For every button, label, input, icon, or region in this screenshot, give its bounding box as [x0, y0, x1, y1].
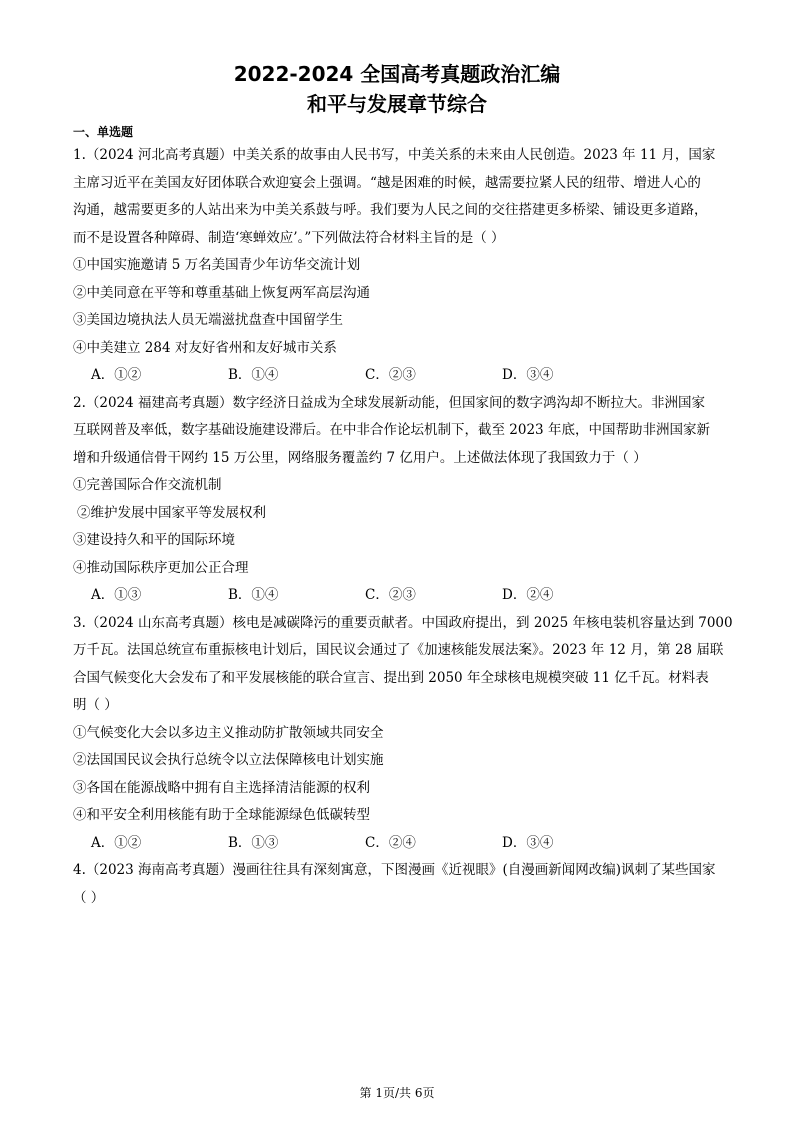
choice-a: A．①③ — [91, 587, 142, 603]
question-1 — [73, 142, 723, 390]
question-3-line-3: 合国气候变化大会发布了和平发展核能的联合宣言、提出到 2050 年全球核电规模突破 11 亿千瓦。材料表 — [73, 669, 709, 686]
question-2-line-2: 互联网普及率低，数字基础设施建设滞后。在中非合作论坛机制下，截至 2023 年底，中国帮助非洲国家新 — [73, 422, 710, 438]
choice-b: B．①④ — [228, 587, 279, 603]
question-1-line-2: 主席习近平在美国友好团体联合欢迎宴会上强调。“越是困难的时候，越需要拉紧人民的纽带、增进人心的 — [73, 174, 701, 191]
question-1-statement-4: ④中美建立 284 对友好省州和友好城市关系 — [73, 339, 337, 356]
choice-d: D．③④ — [502, 834, 554, 851]
question-2-statement-3: ③建设持久和平的国际环境 — [73, 532, 235, 548]
question-1-line-4: 而不是设置各种障碍、制造‘寒蝉效应’。”下列做法符合材料主旨的是（ ） — [73, 229, 505, 246]
question-3-line-1: 3.（2024 山东高考真题）核电是减碳降污的重要贡献者。中国政府提出，到 2025 年核电装机容量达到 7000 — [73, 614, 733, 631]
question-2-statement-4: ④推动国际秩序更加公正合理 — [73, 559, 249, 576]
question-3-line-4: 明（ ） — [73, 697, 118, 713]
document-subtitle: 和平与发展章节综合 — [307, 92, 487, 116]
question-4-line-1: 4.（2023 海南高考真题）漫画往往具有深刻寓意，下图漫画《近视眼》(自漫画新闻网改编)讽刺了某些国家 — [73, 862, 716, 878]
question-2-statement-1: ①完善国际合作交流机制 — [73, 477, 222, 493]
question-3-choices — [73, 830, 723, 858]
question-3-statement-2: ②法国国民议会执行总统令以立法保障核电计划实施 — [73, 752, 384, 768]
choice-a: A．①② — [91, 367, 142, 383]
question-content — [73, 122, 733, 912]
question-4 — [73, 857, 723, 912]
question-3-line-2: 万千瓦。法国总统宣布重振核电计划后，国民议会通过了《加速核能发展法案》。2023 年 12 月，第 28 届联 — [73, 642, 724, 658]
question-1-choices — [73, 362, 723, 390]
choice-a: A．①② — [91, 834, 142, 851]
choice-c: C．②③ — [365, 587, 416, 603]
question-2-statement-2: ②维护发展中国家平等发展权利 — [77, 504, 266, 521]
question-1-statement-2: ②中美同意在平等和尊重基础上恢复两军高层沟通 — [73, 284, 370, 301]
question-3-statement-4: ④和平安全利用核能有助于全球能源绿色低碳转型 — [73, 807, 370, 823]
question-2-choices — [73, 582, 723, 610]
question-2-line-3: 增和升级通信骨干网约 15 万公里，网络服务覆盖约 7 亿用户。上述做法体现了我国致力于（ ） — [73, 449, 647, 466]
question-3-statement-1: ①气候变化大会以多边主义推动防扩散领域共同安全 — [73, 724, 384, 741]
page-number: 第 1页/共 6页 — [359, 1086, 435, 1100]
choice-c: C．②③ — [365, 367, 416, 383]
question-2-line-1: 2.（2024 福建高考真题）数字经济日益成为全球发展新动能，但国家间的数字鸿沟却不断拉大。非洲国家 — [73, 394, 706, 411]
question-4-line-2: （ ） — [73, 889, 105, 906]
section-heading: 一、单选题 — [73, 125, 134, 139]
question-1-line-3: 沟通，越需要更多的人站出来为中美关系鼓与呼。我们要为人民之间的交往搭建更多桥梁、铺设更多道路， — [73, 202, 708, 218]
choice-b: B．①③ — [228, 834, 279, 851]
choice-b: B．①④ — [228, 367, 279, 383]
question-1-statement-1: ①中国实施邀请 5 万名美国青少年访华交流计划 — [73, 257, 361, 273]
question-1-line-1: 1.（2024 河北高考真题）中美关系的故事由人民书写，中美关系的未来由人民创造。2023 年 11 月，国家 — [73, 147, 716, 163]
document-title: 2022-2024 全国高考真题政治汇编 — [233, 62, 561, 86]
choice-c: C．②④ — [365, 834, 416, 851]
question-1-statement-3: ③美国边境执法人员无端滋扰盘查中国留学生 — [73, 312, 343, 328]
choice-d: D．③④ — [502, 367, 554, 383]
question-3 — [73, 610, 733, 858]
choice-d: D．②④ — [502, 587, 554, 603]
question-3-statement-3: ③各国在能源战略中拥有自主选择清洁能源的权利 — [73, 779, 370, 796]
question-2 — [73, 390, 723, 610]
